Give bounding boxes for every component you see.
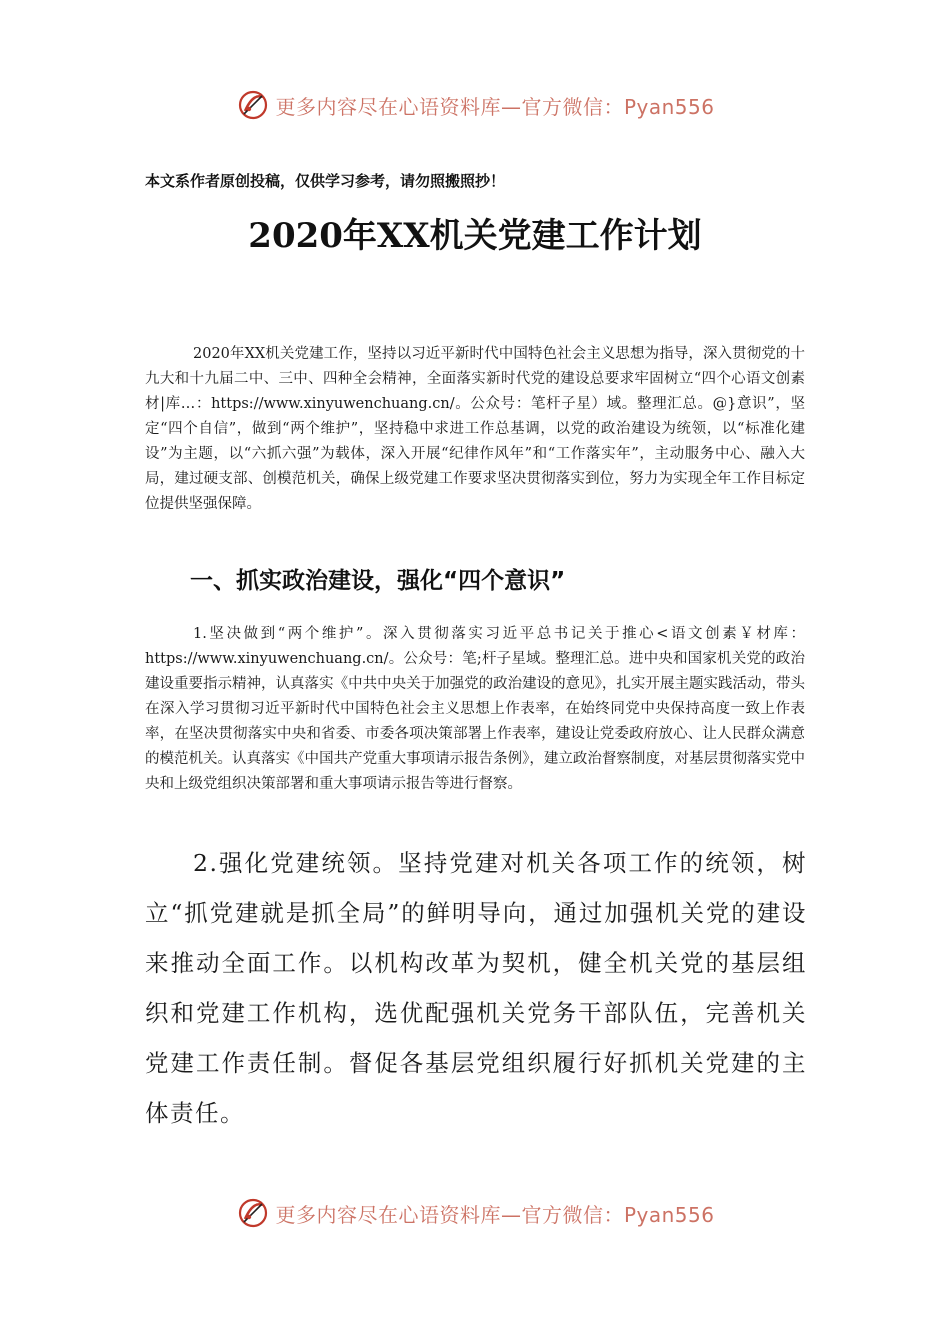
footer-banner xyxy=(0,1188,950,1238)
brand-logo-icon xyxy=(235,1195,271,1231)
header-banner-text: 更多内容尽在心语资料库—官方微信：Pyan556 xyxy=(275,94,715,119)
document-title: 2020年XX机关党建工作计划 xyxy=(248,216,702,256)
item-2-paragraph: 2.强化党建统领。坚持党建对机关各项工作的统领，树立“抓党建就是抓全局”的鲜明导向，通过加强机关党的建设来推动全面工作。以机构改革为契机，健全机关党的基层组织和党建工作机构，选优配强机关党务干部队伍，完善机关党建工作责任制。督促各基层党组织履行好抓机关党建的主体责任。 xyxy=(145,849,807,1127)
footer-banner-text: 更多内容尽在心语资料库—官方微信：Pyan556 xyxy=(275,1202,715,1227)
section-heading-1: 一、抓实政治建设，强化“四个意识” xyxy=(190,568,566,594)
intro-paragraph: 2020年XX机关党建工作，坚持以习近平新时代中国特色社会主义思想为指导，深入贯彻党的十九大和十九届二中、三中、四种全会精神，全面落实新时代党的建设总要求牢固树立“四个心语文创素材|库…：https://www.xinyuwenchuang.cn/。公众号：笔杆子星）域。整理汇总。@}意识”，坚定“四个自信”，做到“两个维护”，坚持稳中求进工作总基调，以党的政治建设为统领，以“标准化建设”为主题，以“六抓六强”为载体，深入开展“纪律作风年”和“工作落实年”，主动服务中心、融入大局，建过硬支部、创模范机关，确保上级党建工作要求坚决贯彻落实到位，努力为实现全年工作目标定位提供坚强保障。 xyxy=(145,346,805,512)
brand-logo-icon xyxy=(235,87,271,123)
copyright-notice: 本文系作者原创投稿，仅供学习参考，请勿照搬照抄！ xyxy=(145,172,506,190)
item-1-paragraph: 1.坚决做到“两个维护”。深入贯彻落实习近平总书记关于推心<语文创素￥材库：https://www.xinyuwenchuang.cn/。公众号：笔;杆子星域。整理汇总。进中央和国家机关党的政治建设重要指示精神，认真落实《中共中央关于加强党的政治建设的意见》，扎实开展主题实践活动，带头在深入学习贯彻习近平新时代中国特色社会主义思想上作表率，在始终同党中央保持高度一致上作表率，在坚决贯彻落实中央和省委、市委各项决策部署上作表率，建设让党委政府放心、让人民群众满意的模范机关。认真落实《中国共产党重大事项请示报告条例》，建立政治督察制度，对基层贯彻落实党中央和上级党组织决策部署和重大事项请示报告等进行督察。 xyxy=(145,626,805,792)
header-banner xyxy=(0,80,950,130)
